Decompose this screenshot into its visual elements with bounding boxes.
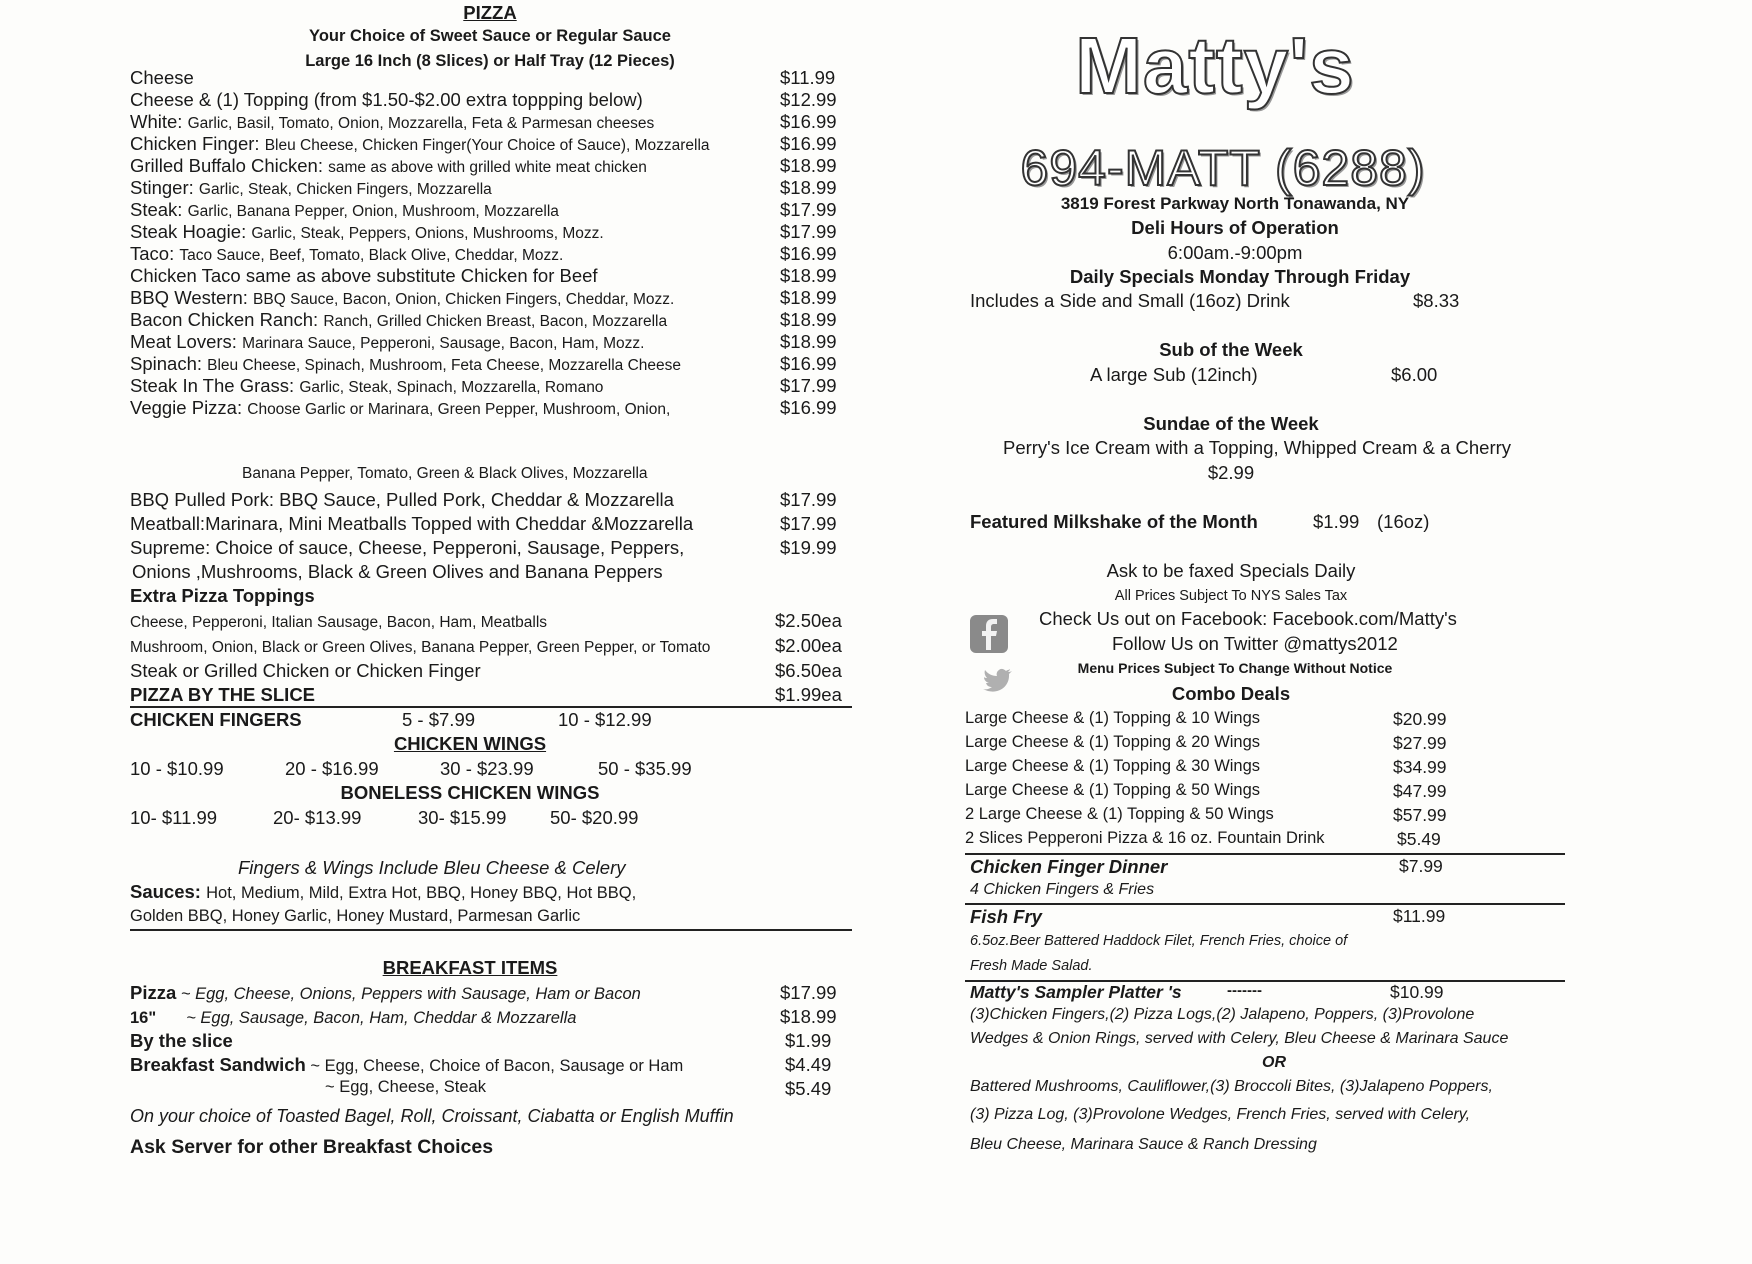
item-name: Steak In The Grass: — [130, 375, 300, 396]
phone-number: 694-MATT (6288) — [1020, 140, 1426, 196]
combo-title: Combo Deals — [1171, 683, 1291, 704]
wings-30: 30 - $23.99 — [440, 758, 534, 779]
item-name: Meatball:Marinara, Mini Meatballs Topped with Cheddar &Mozzarella — [130, 513, 694, 534]
divider — [965, 903, 1565, 905]
boneless-50: 50- $20.99 — [550, 807, 639, 828]
breakfast-slice-price: $1.99 — [785, 1030, 832, 1051]
menu-row — [130, 221, 850, 245]
combo-item: 2 Large Cheese & (1) Topping & 50 Wings — [965, 805, 1274, 823]
item-name: Cheese — [130, 67, 194, 88]
item-name: Spinach: — [130, 353, 208, 374]
sauces-list-1: Hot, Medium, Mild, Extra Hot, BBQ, Honey BBQ, Hot BBQ, — [206, 884, 637, 902]
item-name: BBQ Pulled Pork: BBQ Sauce, Pulled Pork, Cheddar & Mozzarella — [130, 489, 674, 510]
menu-row — [130, 610, 850, 634]
sauces-label: Sauces: — [130, 881, 207, 902]
menu-row — [130, 660, 850, 684]
sundae-price: $2.99 — [1207, 462, 1255, 483]
breakfast-sandwich-label: Breakfast Sandwich — [130, 1054, 306, 1075]
item-price: $18.99 — [780, 309, 837, 330]
combo-price: $20.99 — [1393, 709, 1447, 729]
address: 3819 Forest Parkway North Tonawanda, NY — [1060, 194, 1410, 213]
menu-row — [130, 133, 850, 157]
wings-50: 50 - $35.99 — [598, 758, 692, 779]
item-name: White: — [130, 111, 188, 132]
item-price: $18.99 — [780, 287, 837, 308]
menu-row — [130, 513, 850, 537]
menu-row — [130, 177, 850, 201]
item-detail: Taco Sauce, Beef, Tomato, Black Olive, Cheddar, Mozz. — [179, 247, 564, 264]
item-detail: same as above with grilled white meat chicken — [328, 159, 647, 176]
combo-price: $5.49 — [1397, 829, 1441, 849]
sub-desc: A large Sub (12inch) — [1090, 364, 1258, 385]
item-name: Grilled Buffalo Chicken: — [130, 155, 329, 176]
sundae-title: Sundae of the Week — [1143, 413, 1319, 434]
breakfast-pizza-label: Pizza — [130, 982, 177, 1003]
hours-title: Deli Hours of Operation — [1131, 217, 1339, 238]
slice-label: PIZZA BY THE SLICE — [130, 684, 316, 705]
breakfast-pizza-detail: ~ Egg, Cheese, Onions, Peppers with Sausage, Ham or Bacon — [176, 985, 641, 1003]
item-detail: Garlic, Basil, Tomato, Onion, Mozzarella, Feta & Parmesan cheeses — [187, 115, 655, 132]
price-change-note: Menu Prices Subject To Change Without Notice — [1077, 660, 1393, 676]
breakfast-sandwich-detail: ~ Egg, Cheese, Choice of Bacon, Sausage or Ham — [305, 1057, 684, 1075]
item-price: $2.50ea — [775, 610, 842, 631]
menu-row — [130, 265, 850, 289]
sauces-note: Fingers & Wings Include Bleu Cheese & Celery — [238, 857, 626, 878]
matty-logo: Matty's — [1075, 21, 1355, 110]
item-price: $2.00ea — [775, 635, 842, 656]
item-detail: Ranch, Grilled Chicken Breast, Bacon, Mozzarella — [323, 313, 668, 330]
breakfast-pizza-row — [130, 982, 850, 1006]
divider — [130, 706, 852, 708]
combo-price: $47.99 — [1393, 781, 1447, 801]
hours: 6:00am.-9:00pm — [1167, 242, 1303, 263]
item-name: Taco: — [130, 243, 180, 264]
item-price: $18.99 — [780, 177, 837, 198]
item-name: Bacon Chicken Ranch: — [130, 309, 324, 330]
supreme-continuation: Onions ,Mushrooms, Black & Green Olives and Banana Peppers — [132, 561, 663, 582]
item-name: Supreme: Choice of sauce, Cheese, Pepperoni, Sausage, Peppers, — [130, 537, 685, 558]
sauces-line-1 — [130, 881, 636, 903]
breakfast-sandwich-price: $4.49 — [785, 1054, 832, 1075]
item-detail: Bleu Cheese, Spinach, Mushroom, Feta Cheese, Mozzarella Cheese — [207, 357, 681, 374]
combo-item: Large Cheese & (1) Topping & 30 Wings — [965, 757, 1261, 775]
milkshake-size: (16oz) — [1377, 511, 1430, 532]
breakfast-ask: Ask Server for other Breakfast Choices — [130, 1136, 494, 1158]
combo-price: $34.99 — [1393, 757, 1447, 777]
item-name: Cheese & (1) Topping (from $1.50-$2.00 extra toppping below) — [130, 89, 643, 110]
item-name: Veggie Pizza: — [130, 397, 248, 418]
chicken-fingers-label: CHICKEN FINGERS — [130, 709, 302, 730]
item-price: $17.99 — [780, 221, 837, 242]
item-name: Steak Hoagie: — [130, 221, 252, 242]
right-column — [965, 0, 1565, 1264]
daily-specials-title: Daily Specials Monday Through Friday — [1069, 266, 1411, 287]
wings-title: CHICKEN WINGS — [393, 733, 547, 754]
boneless-20: 20- $13.99 — [273, 807, 362, 828]
breakfast-slice-row — [130, 1030, 850, 1054]
menu-row — [130, 199, 850, 223]
boneless-30: 30- $15.99 — [418, 807, 507, 828]
menu-row — [130, 353, 850, 377]
left-column — [130, 0, 850, 1264]
item-name: Meat Lovers: — [130, 331, 243, 352]
sampler-line-2: Wedges & Onion Rings, served with Celery, Bleu Cheese & Marinara Sauce — [970, 1030, 1509, 1047]
toppings-title: Extra Pizza Toppings — [130, 585, 315, 606]
breakfast-steak-detail: ~ Egg, Cheese, Steak — [325, 1078, 486, 1096]
item-price: $12.99 — [780, 89, 837, 110]
sundae-desc: Perry's Ice Cream with a Topping, Whipped Cream & a Cherry — [1002, 437, 1512, 458]
item-price: $6.50ea — [775, 660, 842, 681]
fish-fry-title: Fish Fry — [970, 906, 1042, 927]
combo-item: Large Cheese & (1) Topping & 10 Wings — [965, 709, 1261, 727]
fingers-price-5: 5 - $7.99 — [402, 709, 476, 730]
item-price: $19.99 — [780, 537, 837, 558]
sub-price: $6.00 — [1391, 364, 1438, 385]
breakfast-slice-label: By the slice — [130, 1030, 233, 1051]
boneless-title: BONELESS CHICKEN WINGS — [340, 782, 600, 803]
sampler-dash: ------- — [1227, 982, 1262, 999]
veggie-continuation: Banana Pepper, Tomato, Green & Black Olives, Mozzarella — [242, 465, 648, 482]
wings-10: 10 - $10.99 — [130, 758, 224, 779]
fish-fry-desc-2: Fresh Made Salad. — [970, 958, 1093, 974]
fingers-price-10: 10 - $12.99 — [558, 709, 652, 730]
breakfast-title: BREAKFAST ITEMS — [382, 957, 558, 978]
menu-row — [130, 331, 850, 355]
facebook-icon[interactable] — [969, 614, 1009, 654]
item-price: $17.99 — [780, 375, 837, 396]
item-name: Steak or Grilled Chicken or Chicken Finger — [130, 660, 481, 681]
sampler-title: Matty's Sampler Platter 's — [970, 982, 1182, 1002]
item-price: $18.99 — [780, 155, 837, 176]
slice-price: $1.99ea — [775, 684, 842, 705]
item-detail: Marinara Sauce, Pepperoni, Sausage, Bacon, Ham, Mozz. — [242, 335, 645, 352]
fax-note: Ask to be faxed Specials Daily — [1106, 560, 1356, 581]
item-name: Chicken Taco same as above substitute Chicken for Beef — [130, 265, 598, 286]
item-detail: Garlic, Steak, Spinach, Mozzarella, Romano — [299, 379, 604, 396]
fish-fry-price: $11.99 — [1393, 906, 1446, 926]
item-detail: Bleu Cheese, Chicken Finger(Your Choice of Sauce), Mozzarella — [264, 137, 710, 154]
item-detail: BBQ Sauce, Bacon, Onion, Chicken Fingers, Cheddar, Mozz. — [253, 291, 675, 308]
item-detail: Choose Garlic or Marinara, Green Pepper, Mushroom, Onion, — [247, 401, 671, 418]
item-price: $17.99 — [780, 199, 837, 220]
item-price: $16.99 — [780, 397, 837, 418]
item-detail: Garlic, Banana Pepper, Onion, Mushroom, Mozzarella — [187, 203, 559, 220]
item-price: $16.99 — [780, 133, 837, 154]
menu-row — [130, 635, 850, 659]
finger-dinner-title: Chicken Finger Dinner — [970, 856, 1168, 877]
breakfast-size-detail: ~ Egg, Sausage, Bacon, Ham, Cheddar & Mozzarella — [186, 1009, 577, 1027]
menu-row — [130, 155, 850, 179]
item-price: $18.99 — [780, 265, 837, 286]
item-name: Stinger: — [130, 177, 199, 198]
milkshake-price: $1.99 — [1313, 511, 1360, 532]
breakfast-16-row — [130, 1006, 850, 1030]
twitter-link[interactable]: Follow Us on Twitter @mattys2012 — [1112, 633, 1398, 654]
sauces-list-2: Golden BBQ, Honey Garlic, Honey Mustard, Parmesan Garlic — [130, 907, 581, 925]
menu-row — [130, 111, 850, 135]
menu-row — [130, 89, 850, 113]
combo-price: $57.99 — [1393, 805, 1447, 825]
daily-specials-desc: Includes a Side and Small (16oz) Drink — [970, 290, 1290, 311]
breakfast-size-price: $18.99 — [780, 1006, 837, 1027]
breakfast-steak-row — [130, 1078, 850, 1102]
menu-row — [130, 287, 850, 311]
item-name: BBQ Western: — [130, 287, 254, 308]
item-price: $18.99 — [780, 331, 837, 352]
milkshake-title: Featured Milkshake of the Month — [970, 511, 1258, 532]
fish-fry-desc-1: 6.5oz.Beer Battered Haddock Filet, French Fries, choice of — [970, 933, 1348, 949]
divider — [965, 853, 1565, 855]
sampler-line-4: (3) Pizza Log, (3)Provolone Wedges, French Fries, served with Celery, — [970, 1106, 1471, 1123]
menu-row — [130, 243, 850, 267]
sub-title: Sub of the Week — [1159, 339, 1303, 360]
item-name: Mushroom, Onion, Black or Green Olives, Banana Pepper, Green Pepper, or Tomato — [130, 639, 711, 656]
daily-specials-price: $8.33 — [1413, 290, 1460, 311]
sampler-line-1: (3)Chicken Fingers,(2) Pizza Logs,(2) Jalapeno, Poppers, (3)Provolone — [970, 1006, 1475, 1023]
finger-dinner-desc: 4 Chicken Fingers & Fries — [970, 881, 1155, 898]
menu-row — [130, 397, 850, 421]
sampler-line-5: Bleu Cheese, Marinara Sauce & Ranch Dressing — [970, 1136, 1317, 1153]
pizza-title: PIZZA — [463, 2, 517, 23]
breakfast-bread-note: On your choice of Toasted Bagel, Roll, Croissant, Ciabatta or English Muffin — [130, 1106, 734, 1126]
item-name: Steak: — [130, 199, 188, 220]
tax-note: All Prices Subject To NYS Sales Tax — [1114, 588, 1348, 604]
breakfast-steak-price: $5.49 — [785, 1078, 832, 1099]
menu-row — [130, 489, 850, 513]
combo-item: Large Cheese & (1) Topping & 50 Wings — [965, 781, 1261, 799]
menu-row — [130, 375, 850, 399]
finger-dinner-price: $7.99 — [1399, 856, 1443, 876]
menu-row — [130, 67, 850, 91]
boneless-10: 10- $11.99 — [130, 807, 218, 828]
combo-item: 2 Slices Pepperoni Pizza & 16 oz. Fountain Drink — [965, 829, 1325, 847]
item-price: $16.99 — [780, 243, 837, 264]
item-name: Cheese, Pepperoni, Italian Sausage, Bacon, Ham, Meatballs — [130, 614, 548, 631]
item-price: $17.99 — [780, 489, 837, 510]
item-price: $17.99 — [780, 513, 837, 534]
combo-item: Large Cheese & (1) Topping & 20 Wings — [965, 733, 1261, 751]
item-price: $16.99 — [780, 353, 837, 374]
item-price: $11.99 — [780, 67, 836, 88]
wings-20: 20 - $16.99 — [285, 758, 379, 779]
breakfast-sandwich-row — [130, 1054, 850, 1078]
item-name: Chicken Finger: — [130, 133, 265, 154]
combo-price: $27.99 — [1393, 733, 1447, 753]
sampler-or: OR — [1262, 1054, 1286, 1071]
item-detail: Garlic, Steak, Peppers, Onions, Mushrooms, Mozz. — [251, 225, 604, 242]
breakfast-size-label: 16" — [130, 1009, 157, 1027]
facebook-link[interactable]: Check Us out on Facebook: Facebook.com/Matty's — [1039, 608, 1457, 629]
breakfast-pizza-price: $17.99 — [780, 982, 837, 1003]
item-detail: Garlic, Steak, Chicken Fingers, Mozzarella — [198, 181, 492, 198]
divider — [130, 929, 852, 931]
item-price: $16.99 — [780, 111, 837, 132]
slice-row — [130, 684, 850, 708]
menu-row — [130, 537, 850, 561]
sampler-price: $10.99 — [1390, 982, 1444, 1002]
pizza-size-note: Large 16 Inch (8 Slices) or Half Tray (12 Pieces) — [305, 52, 675, 70]
sampler-line-3: Battered Mushrooms, Cauliflower,(3) Broccoli Bites, (3)Jalapeno Poppers, — [970, 1078, 1493, 1095]
menu-row — [130, 309, 850, 333]
pizza-sauce-note: Your Choice of Sweet Sauce or Regular Sauce — [309, 27, 671, 45]
